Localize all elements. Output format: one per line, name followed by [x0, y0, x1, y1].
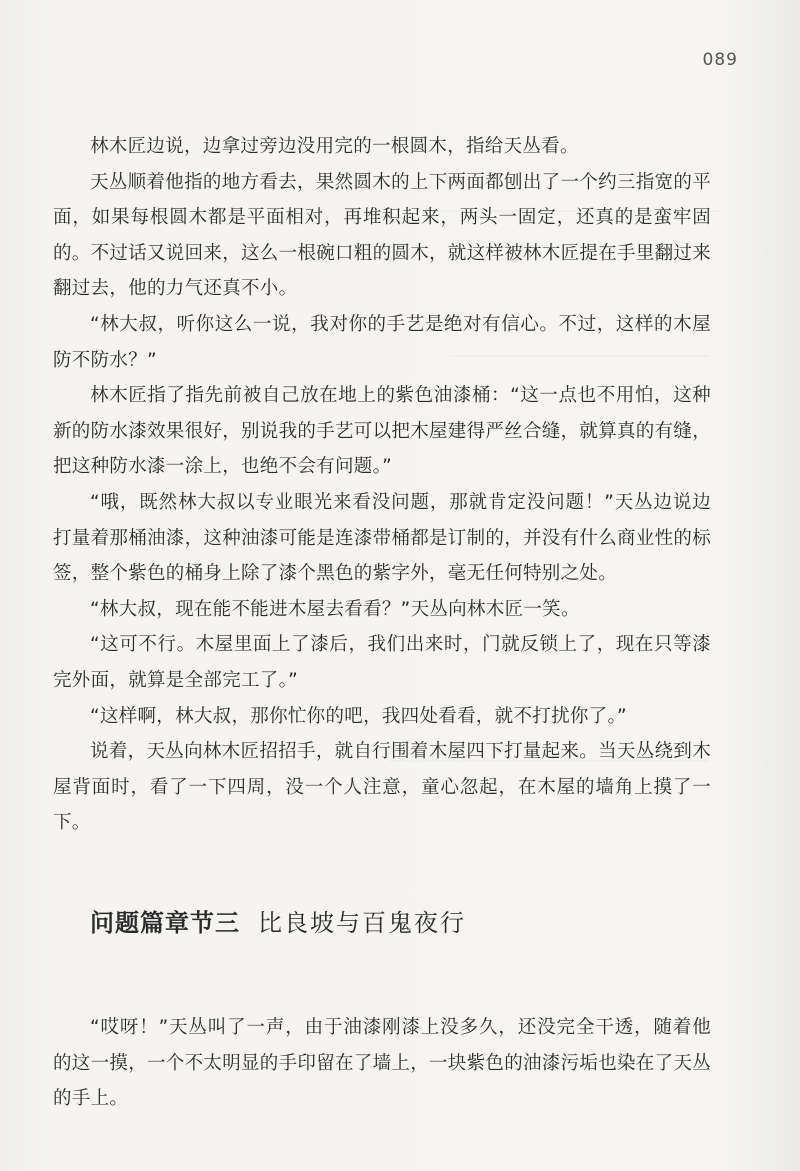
paragraph: 林木匠边说，边拿过旁边没用完的一根圆木，指给天丛看。: [90, 136, 579, 157]
body-text: [53, 129, 711, 841]
paragraph: 说着，天丛向林木匠招招手，就自行围着木屋四下打量起来。当天丛绕到木屋背面时，看了一下四周，没一个人注意，童心忽起，在木屋的墙角上摸了一下。: [53, 741, 711, 834]
paragraph: “林大叔，听你这么一说，我对你的手艺是绝对有信心。不过，这样的木屋防不防水？”: [53, 313, 711, 371]
paragraph: 林木匠指了指先前被自己放在地上的紫色油漆桶：“这一点也不用怕，这种新的防水漆效果很好，别说我的手艺可以把木屋建得严丝合缝，就算真的有缝，把这种防水漆一涂上，也绝不会有问题。”: [53, 385, 712, 478]
paragraph: “哎呀！”天丛叫了一声，由于油漆刚漆上没多久，还没完全干透，随着他的这一摸，一个不太明显的手印留在了墙上，一块紫色的油漆污垢也染在了天丛的手上。: [53, 1017, 712, 1110]
paragraph: “哦，既然林大叔以专业眼光来看没问题，那就肯定没问题！”天丛边说边打量着那桶油漆，这种油漆可能是连漆带桶都是订制的，并没有什么商业性的标签，整个紫色的桶身上除了漆个黑色的紫字外，毫无任何特别之处。: [53, 491, 712, 585]
section-label: 问题篇章节三: [90, 909, 240, 937]
page-number: 089: [702, 50, 738, 70]
paragraph: “这可不行。木屋里面上了漆后，我们出来时，门就反锁上了，现在只等漆完外面，就算是全部完工了。”: [53, 634, 711, 691]
paragraph: “林大叔，现在能不能进木屋去看看？”天丛向林木匠一笑。: [90, 598, 580, 620]
paragraph: “这样啊，林大叔，那你忙你的吧，我四处看看，就不打扰你了。”: [90, 705, 627, 727]
section-title: 比良坡与百鬼夜行: [258, 909, 466, 937]
section-heading: [90, 903, 466, 938]
paragraph: 天丛顺着他指的地方看去，果然圆木的上下两面都刨出了一个约三指宽的平面，如果每根圆木都是平面相对，再堆积起来，两头一固定，还真的是蛮牢固的。不过话又说回来，这么一根碗口粗的圆木，就这样被林木匠提在手里翻过来翻过去，他的力气还真不小。: [53, 171, 712, 300]
body-text-after-heading: [53, 1010, 711, 1117]
